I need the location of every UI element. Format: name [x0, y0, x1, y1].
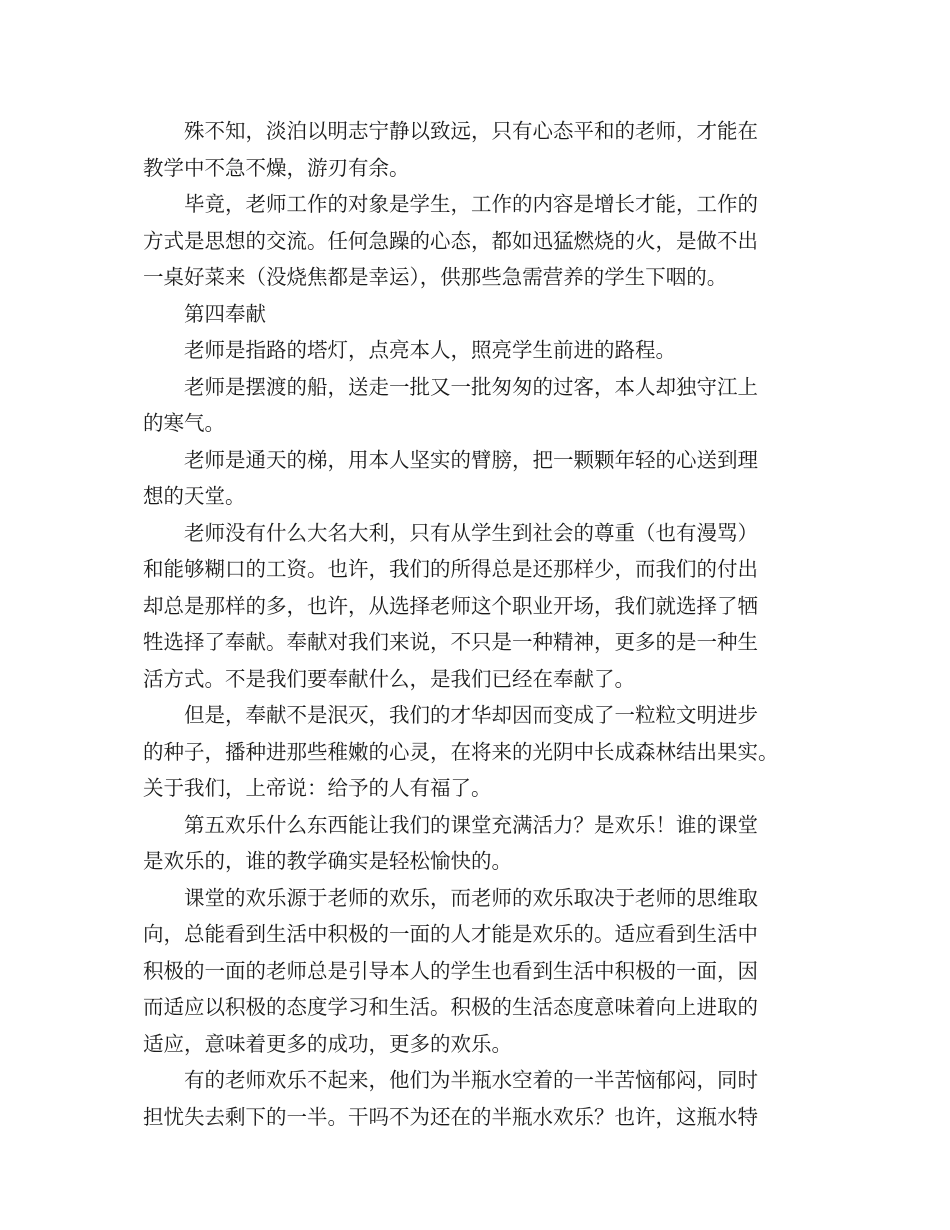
text-line: 第四奉献	[184, 301, 266, 326]
text-line: 而适应以积极的态度学习和生活。积极的生活态度意味着向上进取的	[143, 995, 758, 1019]
paragraph	[143, 807, 843, 880]
text-line: 第五欢乐什么东西能让我们的课堂充满活力？是欢乐！谁的课堂	[184, 812, 758, 837]
document-body	[143, 113, 843, 1135]
text-line: 老师是摆渡的船，送走一批又一批匆匆的过客，本人却独守江上	[184, 374, 758, 399]
text-line: 教学中不急不燥，游刃有余。	[143, 155, 410, 180]
text-line: 但是，奉献不是泯灭，我们的才华却因而变成了一粒粒文明进步	[184, 703, 758, 727]
text-line: 课堂的欢乐源于老师的欢乐，而老师的欢乐取决于老师的思维取	[184, 885, 758, 910]
paragraph	[143, 1062, 843, 1135]
paragraph	[143, 186, 843, 296]
text-line: 活方式。不是我们要奉献什么，是我们已经在奉献了。	[143, 666, 635, 691]
text-line: 殊不知，淡泊以明志宁静以致远，只有心态平和的老师，才能在	[184, 119, 758, 143]
paragraph	[143, 113, 843, 186]
paragraph	[143, 369, 843, 442]
text-line: 老师是指路的塔灯，点亮本人，照亮学生前进的路程。	[184, 338, 676, 362]
paragraph	[143, 296, 843, 333]
text-line: 的种子，播种进那些稚嫩的心灵，在将来的光阴中长成森林结出果实。	[143, 739, 779, 764]
text-line: 向，总能看到生活中积极的一面的人才能是欢乐的。适应看到生活中	[143, 922, 758, 946]
text-line: 却总是那样的多，也许，从选择老师这个职业开场，我们就选择了牺	[143, 593, 758, 618]
text-line: 担忧失去剩下的一半。干吗不为还在的半瓶水欢乐？也许，这瓶水特	[143, 1104, 758, 1129]
text-line: 是欢乐的，谁的教学确实是轻松愉快的。	[143, 849, 512, 873]
text-line: 关于我们，上帝说：给予的人有福了。	[143, 776, 492, 800]
text-line: 方式是思想的交流。任何急躁的心态，都如迅猛燃烧的火，是做不出	[143, 228, 758, 253]
text-line: 有的老师欢乐不起来，他们为半瓶水空着的一半苦恼郁闷，同时	[184, 1068, 758, 1092]
text-line: 毕竟，老师工作的对象是学生，工作的内容是增长才能，工作的	[184, 192, 758, 216]
text-line: 适应，意味着更多的成功，更多的欢乐。	[143, 1031, 512, 1056]
text-line: 的寒气。	[143, 411, 225, 435]
text-line: 一桌好菜来（没烧焦都是幸运），供那些急需营养的学生下咽的。	[143, 265, 728, 289]
text-line: 老师没有什么大名大利，只有从学生到社会的尊重（也有漫骂）	[184, 520, 758, 545]
paragraph	[143, 515, 843, 698]
text-line: 和能够糊口的工资。也许，我们的所得总是还那样少，而我们的付出	[143, 557, 758, 581]
text-line: 老师是通天的梯，用本人坚实的臂膀，把一颗颗年轻的心送到理	[184, 447, 758, 472]
text-line: 想的天堂。	[143, 484, 246, 508]
paragraph	[143, 880, 843, 1063]
text-line: 积极的一面的老师总是引导本人的学生也看到生活中积极的一面，因	[143, 958, 758, 983]
paragraph	[143, 697, 843, 807]
paragraph	[143, 442, 843, 515]
text-line: 牲选择了奉献。奉献对我们来说，不只是一种精神，更多的是一种生	[143, 630, 758, 654]
paragraph	[143, 332, 843, 369]
